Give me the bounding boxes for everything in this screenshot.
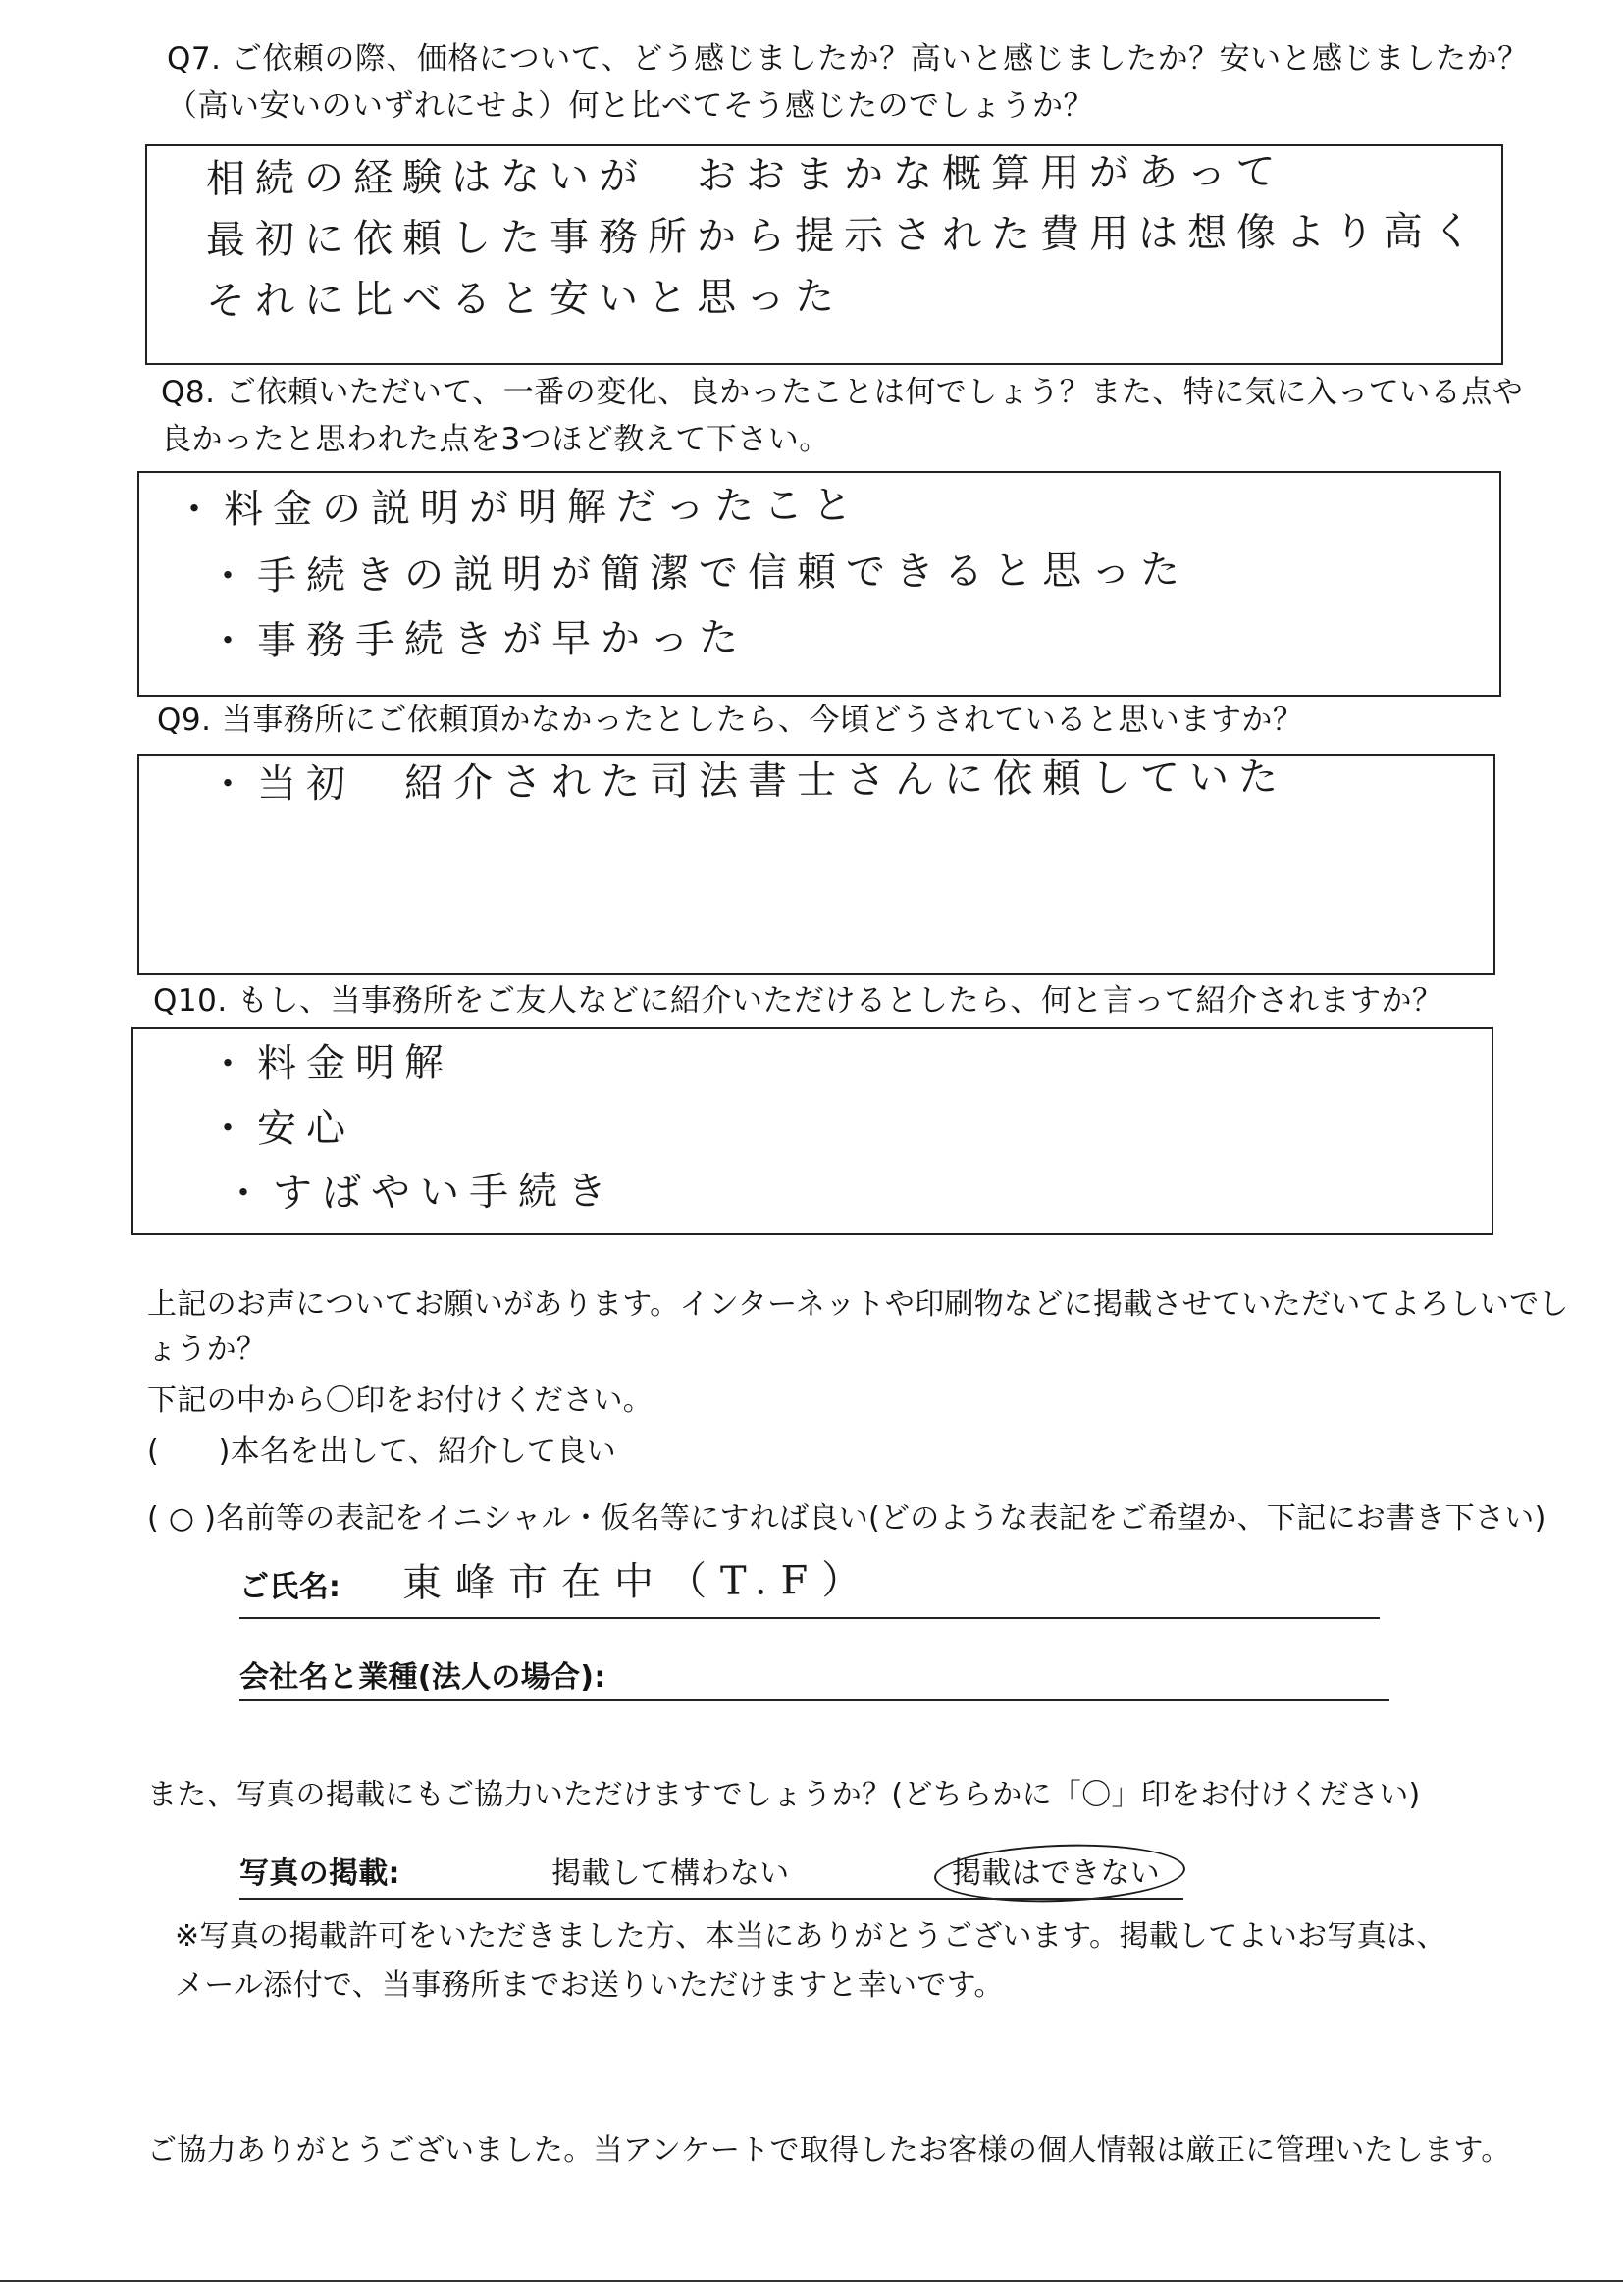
photo-option-deny-circle [933, 1841, 1186, 1906]
company-label: 会社名と業種(法人の場合): [239, 1660, 606, 1695]
photo-note-line1: ※写真の掲載許可をいただきました方、本当にありがとうございます。掲載してよいお写真は、 [175, 1919, 1446, 1954]
photo-option-deny[interactable]: 掲載はできない [952, 1856, 1161, 1891]
photo-question: また、写真の掲載にもご協力いただけますでしょうか？(どちらかに「〇」印をお付けください) [147, 1778, 1421, 1812]
photo-note-line2: メール添付で、当事務所までお送りいただけますと幸いです。 [175, 1968, 1004, 2003]
consent-line3: 下記の中から〇印をお付けください。 [147, 1383, 654, 1418]
q8-question-line1: Q8. ご依頼いただいて、一番の変化、良かったことは何でしょう？また、特に気に入っている点や [161, 375, 1524, 410]
q7-answer-line2: 最初に依頼した事務所から提示された費用は想像より高く [205, 208, 1483, 263]
q7-question-line2: （高い安いのいずれにせよ）何と比べてそう感じたのでしょうか？ [167, 88, 1094, 124]
footer-divider [0, 2280, 1623, 2282]
consent-option-initials-text: )名前等の表記をイニシャル・仮名等にすれば良い(どのような表記をご希望か、下記にお書き下さい) [204, 1501, 1546, 1536]
consent-line1: 上記のお声についてお願いがあります。インターネットや印刷物などに掲載させていただいてよろしいでし [147, 1287, 1569, 1322]
q9-answer-line1: ・当初 紹介された司法書士さんに依頼していた [207, 755, 1288, 808]
q8-answer-line3: ・事務手続きが早かった [207, 615, 749, 664]
q8-question-line2: 良かったと思われた点を3つほど教えて下さい。 [161, 422, 830, 457]
q7-answer-line1: 相続の経験はないが おおまかな概算用があって [205, 149, 1285, 202]
q10-answer-line2: ・安心 [207, 1105, 356, 1152]
consent-option-real-name[interactable]: ( )本名を出して、紹介して良い [147, 1435, 616, 1469]
q7-answer-line3: それに比べると安いと思った [205, 274, 845, 324]
q9-question-line1: Q9. 当事務所にご依頼頂かなかったとしたら、今頃どうされていると思いますか？ [157, 703, 1304, 738]
name-label: ご氏名: [239, 1570, 341, 1604]
q8-answer-line1: ・料金の説明が明解だったこと [174, 483, 863, 533]
footer-thanks: ご協力ありがとうございました。当アンケートで取得したお客様の個人情報は厳正に管理いたします。 [147, 2133, 1511, 2167]
consent-line2: ょうか？ [147, 1332, 267, 1367]
name-underline [239, 1617, 1380, 1619]
q7-answer-box[interactable] [145, 144, 1503, 365]
q7-question-line1: Q7. ご依頼の際、価格について、どう感じましたか？高いと感じましたか？安いと感じましたか？ [167, 41, 1529, 77]
q10-answer-line3: ・すばやい手続き [223, 1169, 617, 1217]
q10-answer-box[interactable] [131, 1027, 1493, 1235]
photo-underline [239, 1898, 1183, 1900]
q8-answer-box[interactable] [137, 471, 1501, 697]
consent-option-initials[interactable] [147, 1499, 1546, 1539]
q8-answer-line2: ・手続きの説明が簡潔で信頼できると思った [207, 548, 1190, 600]
name-value[interactable]: 東峰市在中（T.F） [401, 1557, 875, 1606]
consent-option-paren-open: ( [147, 1501, 160, 1536]
photo-option-allow[interactable]: 掲載して構わない [551, 1856, 790, 1891]
q9-answer-box[interactable] [137, 754, 1495, 975]
q10-answer-line1: ・料金明解 [207, 1040, 454, 1087]
photo-label: 写真の掲載: [239, 1856, 400, 1891]
q10-question-line1: Q10. もし、当事務所をご友人などに紹介いただけるとしたら、何と言って紹介されますか？ [153, 983, 1443, 1018]
consent-option-circle-mark: ○ [168, 1501, 195, 1536]
company-underline [239, 1699, 1389, 1701]
